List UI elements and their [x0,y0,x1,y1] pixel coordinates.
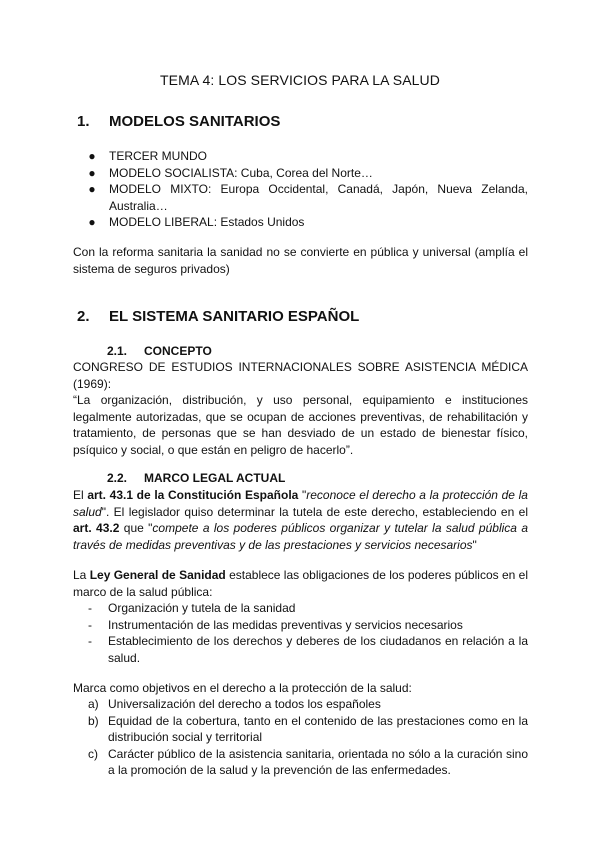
list-item: ● TERCER MUNDO [88,149,207,163]
document-title: TEMA 4: LOS SERVICIOS PARA LA SALUD [160,72,440,88]
article-43-1-ref: art. 43.1 de la Constitución Española [87,488,299,502]
list-item: - Organización y tutela de la sanidad [88,601,296,615]
objectives-list [88,696,528,779]
section-2-number: 2. [77,308,90,325]
subsection-2-1-title: CONCEPTO [144,344,212,358]
section-1-heading [77,113,280,130]
subsection-2-1-number: 2.1. [107,344,128,358]
list-item: a) Universalización del derecho a todos los españoles [88,697,381,711]
list-item: b) Equidad de la cobertura, tanto en el contenido de las prestaciones como en la distribución social y territorial [88,713,528,744]
article-43-1-quote: reconoce el derecho a la protección de la salud [73,488,528,519]
list-item: ● MODELO MIXTO: Europa Occidental, Canadá, Japón, Nueva Zelanda, Australia… [88,182,528,213]
list-item: ● MODELO LIBERAL: Estados Unidos [88,215,305,229]
dash-icon: - [88,601,92,615]
dash-icon: - [88,617,92,632]
ley-general-paragraph: La Ley General de Sanidad establece las obligaciones de los poderes públicos en el marco de la salud pública: [73,568,528,599]
article-43-2-quote: compete a los poderes públicos organizar y tutelar la salud pública a través de medidas preventivas y de las prestaciones y servicios necesarios [73,521,528,552]
section-1-title: MODELOS SANITARIOS [109,113,281,130]
subsection-2-2-number: 2.2. [107,471,128,485]
bullet-icon: ● [88,182,96,196]
congress-line: CONGRESO DE ESTUDIOS INTERNACIONALES SOBRE ASISTENCIA MÉDICA (1969): [73,360,528,391]
bullet-icon: ● [88,215,96,229]
models-list [87,148,528,231]
subsection-2-2-heading [107,471,285,485]
article-43-2-ref: art. 43.2 [73,521,120,535]
reform-paragraph: Con la reforma sanitaria la sanidad no se convierte en pública y universal (amplía el sistema de seguros privados) [73,245,528,276]
list-item: - Instrumentación de las medidas preventivas y servicios necesarios [88,617,463,632]
dash-icon: - [88,634,92,648]
section-1-number: 1. [77,113,90,130]
bullet-icon: ● [88,165,96,180]
section-2-heading [77,308,359,325]
list-item: - Establecimiento de los derechos y deberes de los ciudadanos en relación a la salud. [88,634,528,665]
ley-general-ref: Ley General de Sanidad [89,568,226,582]
subsection-2-1-heading [107,344,212,358]
obligations-list [88,600,528,666]
subsection-2-2-title: MARCO LEGAL ACTUAL [144,471,286,485]
definition-quote: “La organización, distribución, y uso personal, equipamiento e instituciones legalmente autorizadas, que se ocupan de acciones preventivas, de rehabilitación y tratamiento, de personas que se han desviado de un estado de bienestar físico, psíquico y social, o que están en peligro de hacerlo”. [73,393,528,457]
objectives-intro: Marca como objetivos en el derecho a la protección de la salud: [73,681,412,695]
constitution-paragraph: El art. 43.1 de la Constitución Española "reconoce el derecho a la protección de la salud". El legislador quiso determinar la tutela de este derecho, estableciendo en el art. 43.2 que "compete a los poderes públicos organizar y tutelar la salud pública a través de medidas preventivas y de las prestaciones y servicios necesarios" [73,488,528,552]
list-item: ● MODELO SOCIALISTA: Cuba, Corea del Norte… [88,165,373,180]
list-item: c) Carácter público de la asistencia sanitaria, orientada no sólo a la curación sino a la promoción de la salud y la prevención de las enfermedades. [88,746,528,777]
bullet-icon: ● [88,149,96,163]
section-2-title: EL SISTEMA SANITARIO ESPAÑOL [109,308,360,325]
